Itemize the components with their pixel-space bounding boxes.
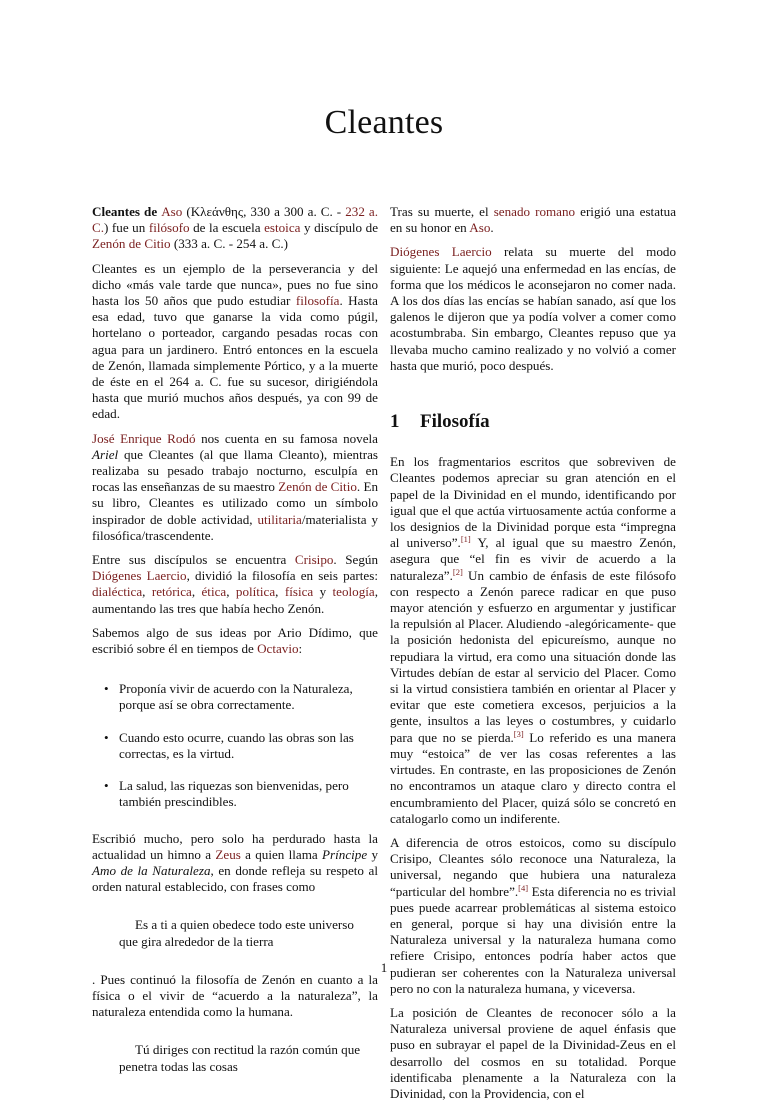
link-232-ac[interactable]: 232 a. C. [92,204,378,236]
hymn-quote-1: Es a ti a quien obedece todo este universo que gira alrededor de la tierra [119,917,354,949]
bullet-icon: • [104,681,109,697]
list-item: • Proponía vivir de acuerdo con la Naturaleza, porque así se obra correctamente. [104,681,353,713]
link-zenon-de-citio[interactable]: Zenón de Citio [92,236,171,252]
link-diogenes-laercio[interactable]: Diógenes Laercio [92,568,187,584]
link-aso[interactable]: Aso [161,204,183,219]
link-fisica[interactable]: física [284,584,314,600]
link-teologia[interactable]: teología [332,584,375,600]
section-title: Filosofía [420,411,490,433]
continuation-paragraph: . Pues continuó la filosofía de Zenón en cuanto a la física o el vivir de “acuerdo a la naturaleza”, la naturaleza entendida como la humana. [92,971,378,1020]
link-diogenes-laercio-2[interactable]: Diógenes Laercio [390,244,492,260]
footnote-ref-2[interactable]: [2] [452,566,463,577]
rodo-paragraph: José Enrique Rodó nos cuenta en su famosa novela Ariel que Cleantes (al que llama Cleanto), mientras realizaba su pesado trabajo nocturno, esculpía en rocas las enseñanzas de su maestro Zenón de Citio. En su libro, Cleantes es utilizado como un símbolo inspirador de doble actividad, utilitaria/materialista y filosófica/trascendente. [92,430,378,543]
bold-name: Cleantes de [92,204,162,219]
hymn-paragraph: Escribió mucho, pero solo ha perdurado hasta la actualidad un himno a Zeus a quien llama Príncipe y Amo de la Naturaleza, en donde refleja su respeto al orden natural establecido, con frases como [92,830,378,895]
ario-didimo-paragraph: Sabemos algo de sus ideas por Ario Dídimo, que escribió sobre él en tiempos de Octavio: [92,624,378,657]
philosophy-paragraph-2: A diferencia de otros estoicos, como su discípulo Crisipo, Cleantes sólo reconoce una Naturaleza, la universal, negando que hubiera una naturaleza “particular del hombre”.[4] Esta diferencia no es trivial pues puede acarrear problemáticas al sistema estoico en general, porque si hay una división entre la Naturaleza universal y la naturaleza humana como refiere Crisipo, entonces podría haber actos que pudieran ser coherentes con la Naturaleza universal pero no con la naturaleza humana, y viceversa. [390,834,676,996]
link-etica[interactable]: ética [201,584,227,600]
intro-paragraph: Cleantes de Aso (Κλεάνθης, 330 a 300 a. C. - 232 a. C.) fue un filósofo de la escuela estoica y discípulo de Zenón de Citio (333 a. C. - 254 a. C.) [92,204,379,252]
link-utilitaria[interactable]: utilitaria [257,511,302,527]
page-title: Cleantes [324,104,444,141]
link-aso-2[interactable]: Aso [469,220,491,236]
link-octavio[interactable]: Octavio [257,641,299,657]
link-zeus[interactable]: Zeus [215,846,241,862]
philosophy-paragraph-1: En los fragmentarios escritos que sobreviven de Cleantes podemos apreciar su gran atención en el papel de la Divinidad en el mundo, identificando por igual que el que actúa virtuosamente actúa conforme a los designios de la Divinidad porque esta “impregna al universo”.[1] Y, al igual que su maestro Zenón, asegura que “el fin es vivir de acuerdo a la naturaleza”.[2] Un cambio de énfasis de este filósofo con respecto a Zenón parece radicar en que puso mayor atención y esfuerzo en argumentar y justificar la repulsión al Placer. Aludiendo -alegóricamente- que la posición hedonista del epicureísmo, aunque no repudiara la virtud, era como una situación donde las Virtudes debían de estar al servicio del Placer. Como si la virtud consistiera también en orientar al Placer y evitar que este cometiera excesos, perjuicios a la gente, insultos a las leyes o costumbres, y cuidarlo para que no se pierda.[3] Lo referido es una manera muy “estoica” de ver las cosas referentes a las virtudes. En contraste, en las proposiciones de Zenón no encontramos un ataque claro y directo contra el encumbramiento del Placer, quizá sólo se concretó en catalogarlo como un indiferente. [390,454,676,826]
footnote-ref-1[interactable]: [1] [460,534,471,545]
philosophy-paragraph-3: La posición de Cleantes de reconocer sólo a la Naturaleza universal proviene de aquel énfasis que puso en subrayar el papel de la Divinidad-Zeus en el desarrollo del cosmos en su totalidad. Porque identificaba plenamente a la Naturaleza con la Divinidad, con la Providencia, con el [390,1004,676,1101]
statue-paragraph: Tras su muerte, el senado romano erigió una estatua en su honor en Aso. [390,204,677,236]
bullet-icon: • [104,729,109,745]
link-filosofo[interactable]: filósofo [148,220,190,236]
footnote-ref-3[interactable]: [3] [513,728,524,739]
link-jose-enrique-rodo[interactable]: José Enrique Rodó [92,430,196,446]
bullet-icon: • [104,778,109,794]
death-paragraph: Diógenes Laercio relata su muerte del modo siguiente: Le aquejó una enfermedad en las encías, de forma que los médicos le aconsejaron no comer nada. A los dos días las encías se habían sanado, así que los galenos le dijeron que ya podía volver a comer como acostumbraba. Sin embargo, Cleantes repuso que ya llevaba mucho camino realizado y no volvió a comer hasta que murió, poco después. [390,244,676,373]
hymn-quote-2: Tú diriges con rectitud la razón común que penetra todas las cosas [119,1042,361,1074]
link-crisipo[interactable]: Crisipo [294,552,334,568]
section-heading-filosofia [390,411,676,433]
disciples-paragraph: Entre sus discípulos se encuentra Crisipo. Según Diógenes Laercio, dividió la filosofía en seis partes: dialéctica, retórica, ética, política, física y teología, aumentando las tres que había hecho Zenón. [92,552,379,616]
footnote-ref-4[interactable]: [4] [518,882,529,893]
link-politica[interactable]: política [235,584,276,600]
page-number: 1 [380,960,388,975]
link-zenon-de-citio-2[interactable]: Zenón de Citio [278,479,357,495]
link-estoica[interactable]: estoica [264,220,301,236]
biography-paragraph: Cleantes es un ejemplo de la perseverancia y del dicho «más vale tarde que nunca», pues no fue sino hasta los 50 años que pudo estudiar filosofía. Hasta esa edad, tuvo que ganarse la vida como púgil, hortelano o porteador, cargando pesadas rocas con agua para un jardinero. Entró entonces en la escuela de Zenón, llamada simplemente Pórtico, y a la muerte de éste en el 264 a. C. fue su sucesor, dirigiéndola hasta que murió muchos años después, ya con 99 de edad. [92,260,378,422]
link-retorica[interactable]: retórica [151,584,192,600]
list-item: • La salud, las riquezas son bienvenidas, pero también prescindibles. [104,778,349,810]
ideas-list [92,681,378,810]
link-senado-romano[interactable]: senado romano [493,204,576,219]
link-filosofia[interactable]: filosofía [295,293,340,309]
list-item: • Cuando esto ocurre, cuando las obras son las correctas, es la virtud. [104,729,354,761]
section-number: 1 [390,411,400,433]
link-dialectica[interactable]: dialéctica [92,584,143,600]
